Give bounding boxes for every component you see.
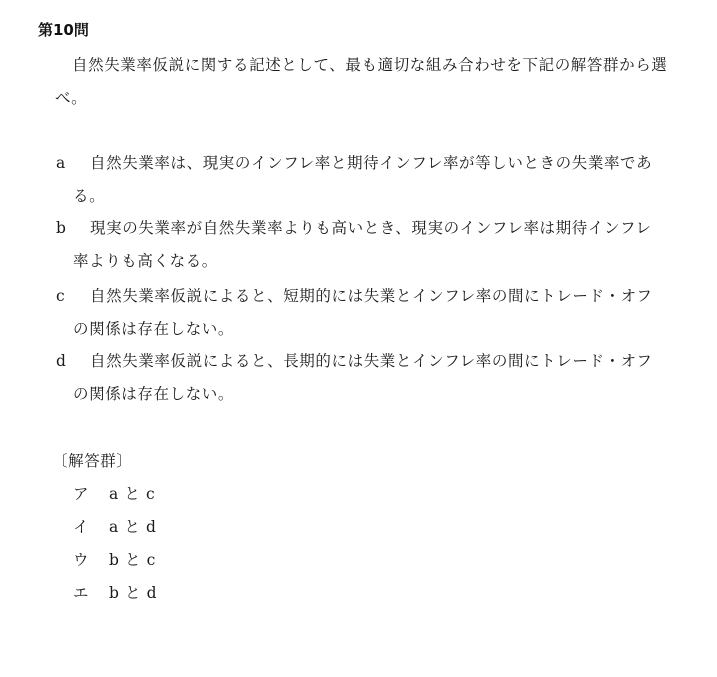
question-stem: 自然失業率仮説に関する記述として、最も適切な組み合わせを下記の解答群から選べ。 [55, 56, 668, 107]
choice-value: b と c [109, 551, 156, 569]
choice-key: エ [73, 584, 90, 602]
statement-c [56, 280, 676, 346]
choice-value: a と c [109, 485, 156, 503]
choice-value: b と d [109, 584, 158, 602]
statement-label: a [56, 154, 66, 172]
statement-continuation: 率よりも高くなる。 [73, 252, 218, 270]
answer-choice-u[interactable] [73, 548, 156, 570]
statement-text: 自然失業率仮説によると、長期的には失業とインフレ率の間にトレード・オフ [90, 352, 653, 370]
statement-label: d [56, 352, 67, 370]
answer-choice-i[interactable] [73, 515, 157, 537]
statement-a [56, 147, 676, 213]
statement-b [56, 212, 676, 278]
choice-key: ア [73, 485, 90, 503]
statement-label: c [56, 287, 66, 305]
choice-key: ウ [73, 551, 90, 569]
question-number: 第10問 [38, 21, 89, 39]
choice-key: イ [73, 518, 90, 536]
answer-group-heading: 〔解答群〕 [52, 452, 133, 470]
statement-d [56, 345, 676, 411]
statement-label: b [56, 219, 67, 237]
statement-continuation: の関係は存在しない。 [73, 385, 235, 403]
statement-text: 自然失業率仮説によると、短期的には失業とインフレ率の間にトレード・オフ [90, 287, 653, 305]
statement-continuation: の関係は存在しない。 [73, 320, 235, 338]
statement-text: 自然失業率は、現実のインフレ率と期待インフレ率が等しいときの失業率であ [90, 154, 653, 172]
statement-continuation: る。 [73, 187, 106, 205]
choice-value: a と d [109, 518, 157, 536]
answer-choice-a[interactable] [73, 482, 155, 504]
statement-text: 現実の失業率が自然失業率よりも高いとき、現実のインフレ率は期待インフレ [90, 219, 652, 237]
answer-choice-e[interactable] [73, 581, 157, 603]
